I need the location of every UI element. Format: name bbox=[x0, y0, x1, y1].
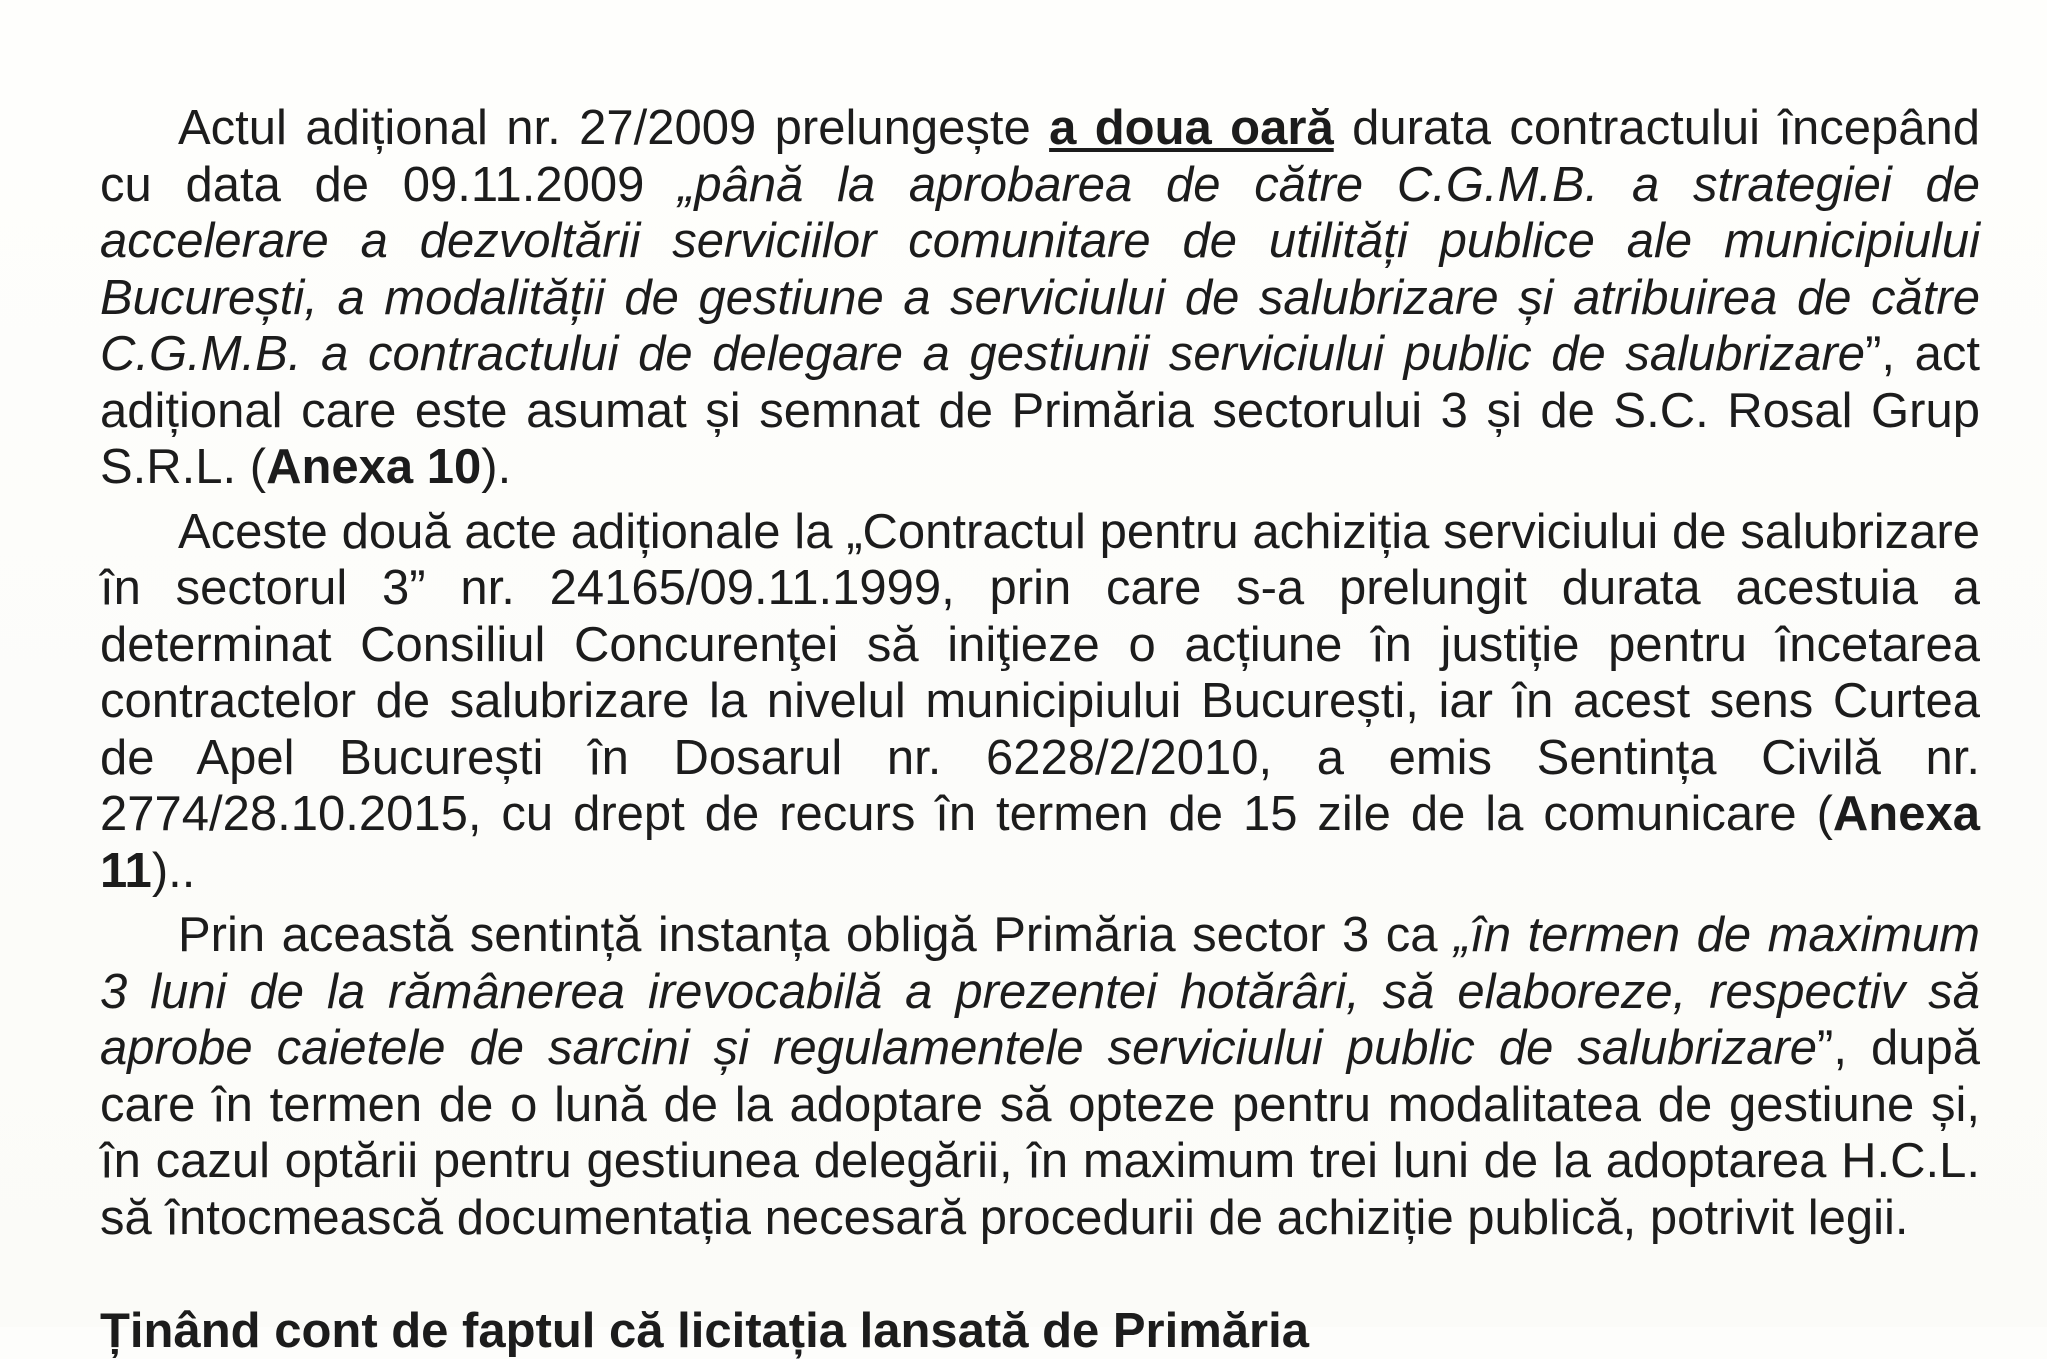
paragraph-addendum-27 bbox=[100, 100, 1980, 496]
p1-text-4: ). bbox=[481, 440, 512, 494]
p1-emphasis-second-time: a doua oară bbox=[1049, 101, 1334, 155]
p1-text-1: Actul adițional nr. 27/2009 prelungește bbox=[178, 101, 1050, 155]
paragraph-two-addenda bbox=[100, 504, 1980, 900]
p2-annex-ref: Anexa 11 bbox=[100, 787, 1980, 898]
p2-text-1: Aceste două acte adiționale la „Contractul pentru achiziția serviciului de salubrizare în sectorul 3” nr. 24165/09.11.1999, prin care s-a prelungit durata acestuia a determinat Consiliul Concurenţei să iniţieze o acțiune în justiție pentru încetarea contractelor de salubrizare la nivelul municipiului București, iar în acest sens Curtea de Apel București în Dosarul nr. 6228/2/2010, a emis Sentința Civilă nr. 2774/28.10.2015, cu drept de recurs în termen de 15 zile de la comunicare ( bbox=[100, 504, 1980, 841]
p1-quote: „până la aprobarea de către C.G.M.B. a strategiei de accelerare a dezvoltării serviciilor comunitare de utilități publice ale municipiului București, a modalității de gestiune a serviciului de salubrizare și atribuirea de către C.G.M.B. a contractului de delegare a gestiunii serviciului public de salubrizare bbox=[100, 157, 1980, 381]
p3-quote: „în termen de maximum 3 luni de la rămânerea irevocabilă a prezentei hotărâri, să elaboreze, respectiv să aprobe caietele de sarcini și regulamentele serviciului public de salubrizare bbox=[100, 908, 1980, 1075]
p3-text-2: ”, după care în termen de o lună de la adoptare să opteze pentru modalitatea de gestiune și, în cazul optării pentru gestiunea delegării, în maximum trei luni de la adoptarea H.C.L. să întocmească documentația necesară procedurii de achiziție publică, potrivit legii. bbox=[100, 1021, 1980, 1245]
cut-off-line bbox=[100, 1303, 1980, 1358]
cut-off-text: Ținând cont de faptul că licitația lansată de Primăria bbox=[100, 1304, 1309, 1358]
paragraph-court-ruling bbox=[100, 907, 1980, 1246]
p1-annex-ref: Anexa 10 bbox=[266, 440, 482, 494]
p1-text-2: durata contractului începând cu data de 09.11.2009 bbox=[100, 101, 1981, 212]
p3-text-1: Prin această sentință instanța obligă Primăria sector 3 ca bbox=[178, 908, 1454, 962]
document-body bbox=[100, 100, 1980, 1246]
p2-text-2: ).. bbox=[151, 843, 196, 898]
p1-text-3: ”, act adițional care este asumat și semnat de Primăria sectorului 3 și de S.C. Rosal Grup S.R.L. ( bbox=[100, 327, 1980, 494]
